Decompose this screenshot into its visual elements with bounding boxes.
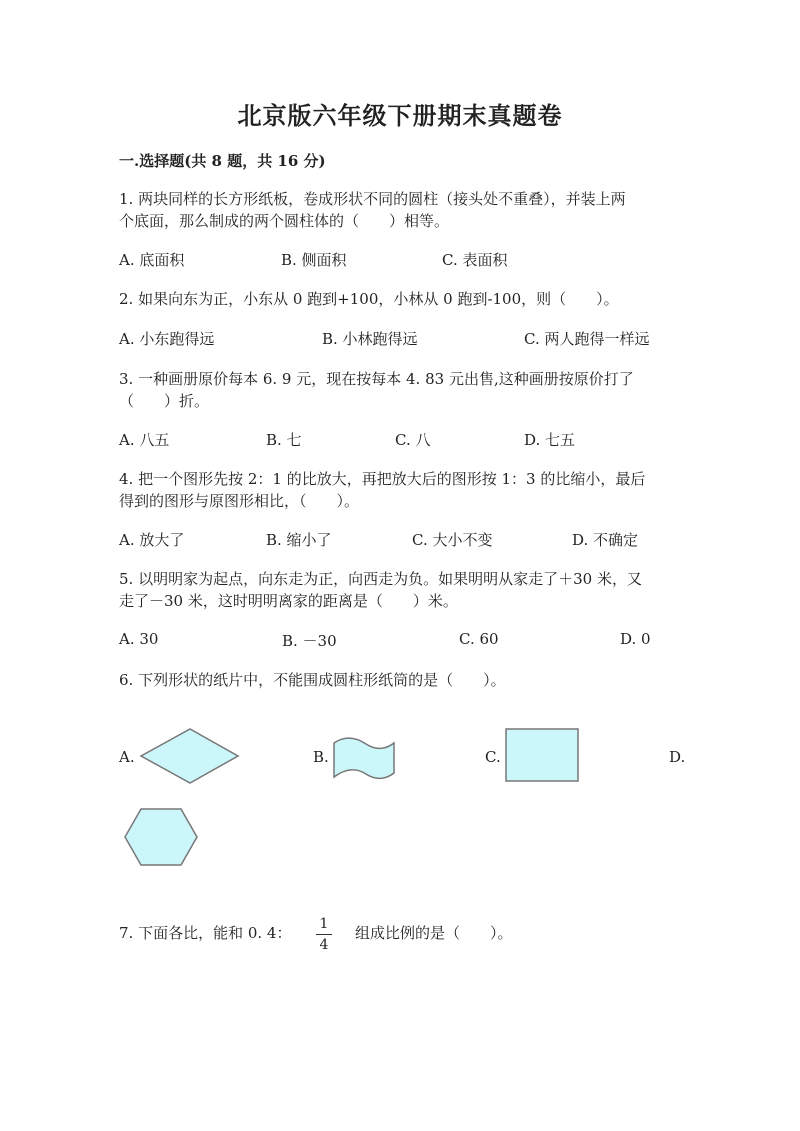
- question-1-line-2: 个底面，那么制成的两个圆柱体的（ ）相等。: [119, 212, 450, 230]
- question-3-line-2: （ ）折。: [119, 392, 210, 410]
- question-3-line-1: 3. 一种画册原价每本 6. 9 元，现在按每本 4. 83 元出售,这种画册按原价打了: [119, 370, 634, 388]
- question-3-option-c[interactable]: C. 八: [395, 431, 431, 449]
- question-3-option-a[interactable]: A. 八五: [119, 431, 170, 449]
- question-2-option-c[interactable]: C. 两人跑得一样远: [524, 330, 650, 348]
- question-7-line-2: 组成比例的是（ ）。: [355, 924, 513, 942]
- question-1-line-1: 1. 两块同样的长方形纸板，卷成形状不同的圆柱（接头处不重叠），并装上两: [119, 190, 626, 208]
- question-4-line-1: 4. 把一个图形先按 2：1 的比放大，再把放大后的图形按 1：3 的比缩小，最后: [119, 470, 646, 488]
- question-6-option-a[interactable]: A.: [119, 748, 135, 766]
- question-6-option-b[interactable]: B.: [313, 748, 329, 766]
- question-7-line-1: 7. 下面各比，能和 0. 4：: [119, 924, 292, 942]
- rhombus-shape-icon: [139, 727, 241, 785]
- page-title: 北京版六年级下册期末真题卷: [237, 101, 563, 130]
- question-4-option-a[interactable]: A. 放大了: [119, 531, 185, 549]
- fraction-bar: [316, 934, 332, 935]
- question-2-option-a[interactable]: A. 小东跑得远: [119, 330, 215, 348]
- question-5-option-a[interactable]: A. 30: [119, 630, 159, 648]
- question-2-option-b[interactable]: B. 小林跑得远: [322, 330, 418, 348]
- question-5-line-1: 5. 以明明家为起点，向东走为正，向西走为负。如果明明从家走了＋30 米，又: [119, 570, 642, 588]
- question-4-option-c[interactable]: C. 大小不变: [412, 531, 493, 549]
- question-4-line-2: 得到的图形与原图形相比，（ ）。: [119, 492, 360, 510]
- fraction-numerator: 1: [319, 916, 329, 932]
- wave-shape-icon: [331, 735, 397, 781]
- question-5-option-c[interactable]: C. 60: [459, 630, 499, 648]
- question-6-option-c[interactable]: C.: [485, 748, 501, 766]
- question-5-line-2: 走了－30 米，这时明明离家的距离是（ ）米。: [119, 592, 458, 610]
- question-6-line-1: 6. 下列形状的纸片中，不能围成圆柱形纸筒的是（ ）。: [119, 671, 506, 689]
- question-3-option-d[interactable]: D. 七五: [524, 431, 576, 449]
- fraction-denominator: 4: [319, 937, 329, 953]
- rectangle-shape-icon: [504, 727, 580, 783]
- question-2-line-1: 2. 如果向东为正，小东从 0 跑到+100，小林从 0 跑到-100，则（ ）。: [119, 290, 619, 308]
- question-1-option-b[interactable]: B. 侧面积: [281, 251, 347, 269]
- question-1-option-a[interactable]: A. 底面积: [119, 251, 185, 269]
- section-heading: 一.选择题(共 8 题，共 16 分): [119, 152, 326, 170]
- fraction: [316, 916, 332, 953]
- question-3-option-b[interactable]: B. 七: [266, 431, 302, 449]
- question-6-option-d[interactable]: D.: [669, 748, 686, 766]
- hexagon-shape-icon: [123, 807, 199, 867]
- question-4-option-d[interactable]: D. 不确定: [572, 531, 639, 549]
- question-4-option-b[interactable]: B. 缩小了: [266, 531, 332, 549]
- question-5-option-b[interactable]: B. －30: [282, 632, 337, 650]
- question-5-option-d[interactable]: D. 0: [620, 630, 651, 648]
- question-1-option-c[interactable]: C. 表面积: [442, 251, 508, 269]
